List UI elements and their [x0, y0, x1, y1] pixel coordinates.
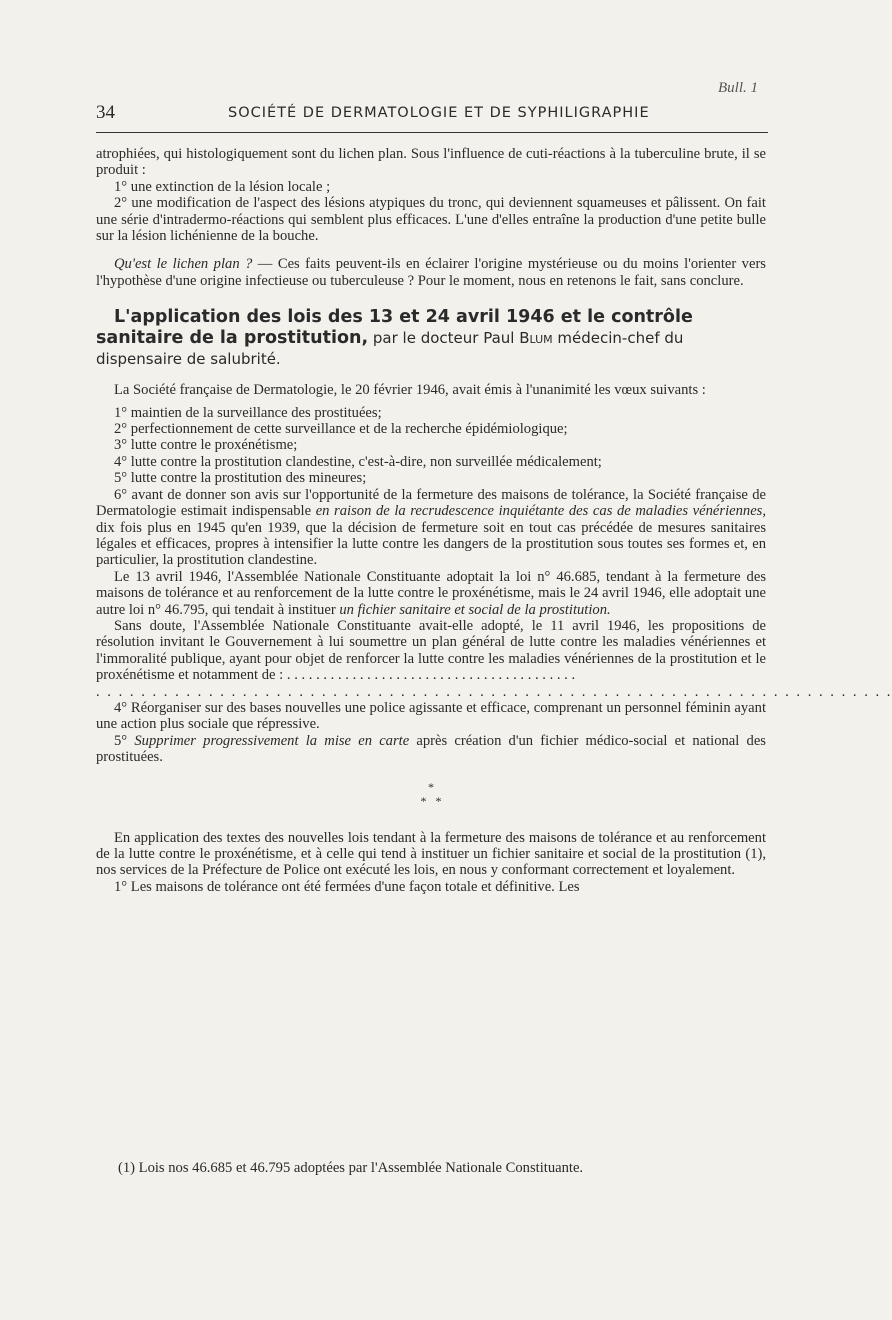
paragraph-2	[96, 569, 766, 618]
body-text	[96, 146, 892, 895]
elision-dots: . . . . . . . . . . . . . . . . . . . . . . . . . . . . . . . . . . . . . . . . . . . . . . . . . . . . . . . . . . . . . . . . . . . . . . .	[96, 683, 892, 700]
article-title-block	[96, 307, 766, 370]
wish-2: 2° perfectionnement de cette surveillance et de la recherche épidémiologique;	[114, 421, 568, 438]
running-head	[96, 102, 764, 126]
journal-title: SOCIÉTÉ DE DERMATOLOGIE ET DE SYPHILIGRAPHIE	[228, 105, 650, 121]
question-rest: — Ces faits peuvent-ils en éclairer l'origine mystérieuse ou du moins l'orienter vers l'hypothèse d'une origine infectieuse ou tuberculeuse ? Pour le moment, nous en retenons le fait, sans conclure.	[96, 256, 766, 289]
wish-5: 5° lutte contre la prostitution des mineures;	[114, 470, 367, 487]
header-rule	[96, 132, 768, 133]
intro-item-1: 1° une extinction de la lésion locale ;	[114, 178, 331, 195]
resolution-4: 4° Réorganiser sur des bases nouvelles une police agissante et efficace, comprenant un personnel féminin ayant une action plus sociale que répressive.	[96, 699, 766, 733]
resolution-5-italic: Supprimer progressivement la mise en carte	[134, 732, 410, 749]
resolution-5-num: 5°	[114, 732, 135, 749]
bulletin-mark: Bull. 1	[718, 80, 758, 96]
article-title: L'application des lois des 13 et 24 avril 1946 et le contrôle sanitaire de la prostitution,	[96, 307, 693, 349]
intro-item-2: 2° une modification de l'aspect des lésions atypiques du tronc, qui deviennent squameuses et pâlissent. On fait une série d'intradermo-réactions qui semblent plus efficaces. L'une d'elles entraîne la production d'une petite bulle sur la lésion lichénienne de la bouche.	[96, 195, 766, 245]
page-number: 34	[96, 102, 115, 123]
paragraph-4: En application des textes des nouvelles lois tendant à la fermeture des maisons de tolérance et au renforcement de la lutte contre le proxénétisme, et à celle qui tend à instituer un fichier sanitaire et social de la prostitution (1), nos services de la Préfecture de Police ont exécuté les lois, en nous y conformant correctement et loyalement.	[96, 829, 766, 879]
wish-6-text: 6° avant de donner son avis sur l'opportunité de la fermeture des maisons de tolérance, la Société française de Dermatologie estimait indispensable	[96, 486, 766, 520]
leader-dots: . . . . . . . . . . . . . . . . . . . . . . . . . . . . . . . . . . . . . . . .	[286, 667, 576, 684]
paragraph-3-text: Sans doute, l'Assemblée Nationale Constituante avait-elle adopté, le 11 avril 1946, les propositions de résolution invitant le Gouvernement à lui soumettre un plan général de lutte contre les maladies vénériennes et l'immoralité publique, ayant pour objet de renforcer la lutte contre les maladies vénériennes de la prostitution et le proxénétisme et notamment de :	[96, 617, 766, 684]
paragraph-1: La Société française de Dermatologie, le 20 février 1946, avait émis à l'unanimité les vœux suivants :	[114, 382, 706, 399]
question-italic: Qu'est le lichen plan ?	[114, 256, 253, 273]
wish-6-text-end: dix fois plus en 1945 qu'en 1939, que la décision de fermeture soit en tout cas précédée de mesures sanitaires légales et efficaces, propres à intensifier la lutte contre les dangers de la prostitution sous toutes ses formes et, en particulier, la prostitution clandestine.	[96, 519, 766, 569]
paragraph-2-italic: un fichier sanitaire et social de la prostitution.	[339, 601, 611, 618]
section-asterism: * * *	[420, 779, 442, 808]
wish-6	[96, 487, 766, 569]
byline-post: médecin-chef du dispensaire de salubrité.	[96, 329, 684, 369]
question-paragraph	[96, 256, 766, 289]
paragraph-2-text: Le 13 avril 1946, l'Assemblée Nationale Constituante adoptait la loi n° 46.685, tendant à la fermeture des maisons de tolérance et au renforcement de la lutte contre le proxénétisme, mais le 24 avril 1946, elle adoptait une autre loi n° 46.795, qui tendait à instituer	[96, 568, 766, 618]
footnote: (1) Lois nos 46.685 et 46.795 adoptées par l'Assemblée Nationale Constituante.	[118, 1160, 584, 1176]
paragraph-5: 1° Les maisons de tolérance ont été fermées d'une façon totale et définitive. Les	[114, 878, 580, 895]
wish-4: 4° lutte contre la prostitution clandestine, c'est-à-dire, non surveillée médicalement;	[114, 453, 602, 470]
wish-6-italic: en raison de la recrudescence inquiétante des cas de maladies vénériennes,	[315, 503, 766, 520]
resolution-5-text: après création d'un fichier médico-social et national des prostituées.	[96, 732, 766, 766]
resolution-5	[96, 733, 766, 766]
wish-3: 3° lutte contre le proxénétisme;	[114, 437, 298, 454]
author-name: Blum	[519, 329, 553, 348]
intro-paragraph: atrophiées, qui histologiquement sont du lichen plan. Sous l'influence de cuti-réactions à la tuberculine brute, il se produit :	[96, 146, 766, 179]
byline-pre: par le docteur Paul	[368, 329, 520, 348]
paragraph-3	[96, 618, 766, 684]
wish-1: 1° maintien de la surveillance des prostituées;	[114, 404, 382, 421]
